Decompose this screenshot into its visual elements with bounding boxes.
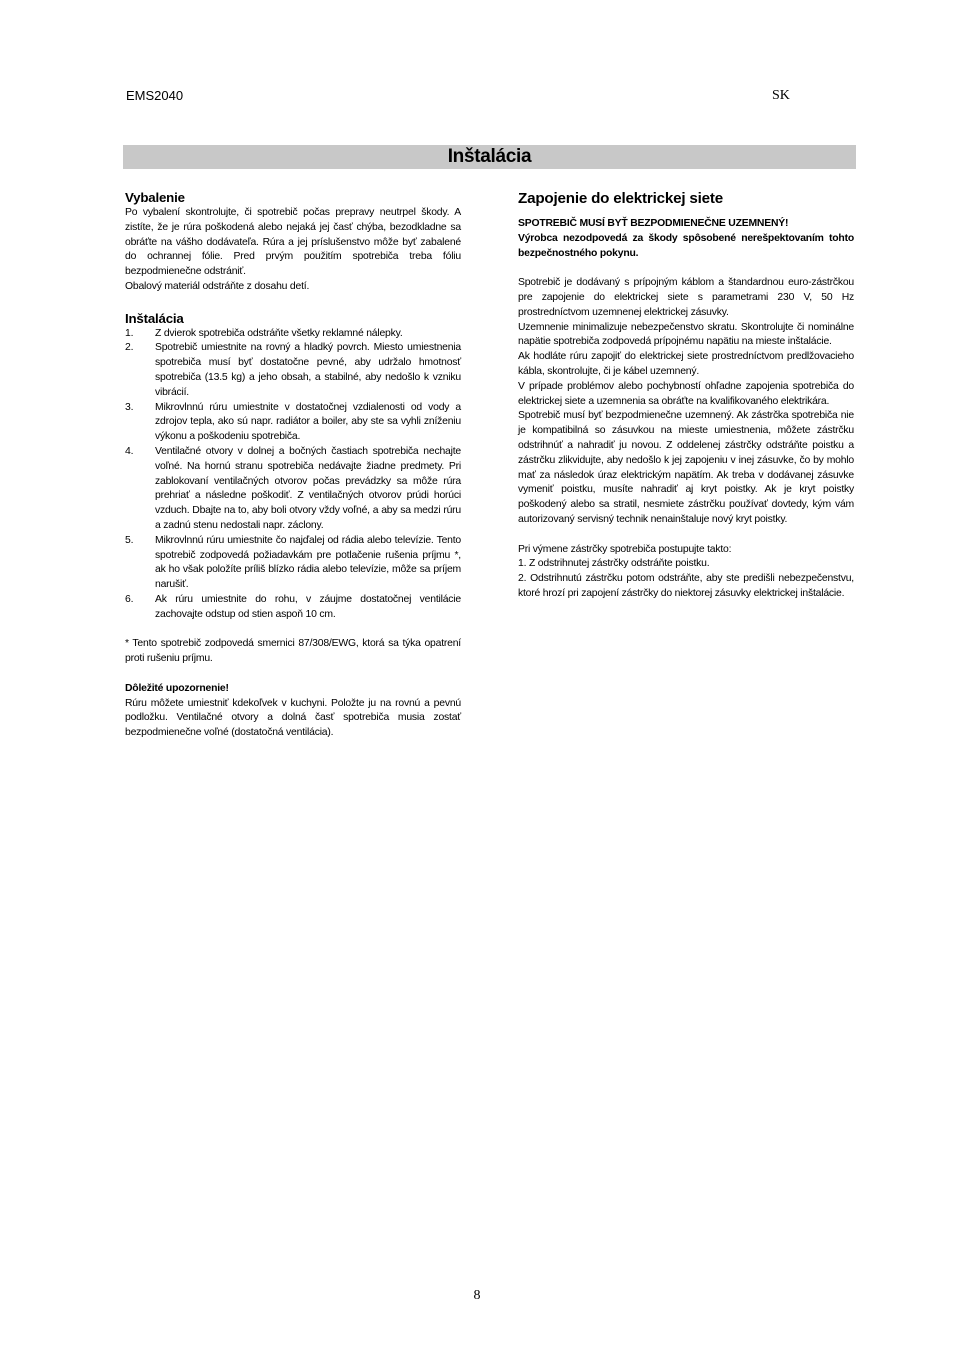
installation-steps <box>125 327 461 623</box>
step-text: Spotrebič umiestnite na rovný a hladký povrch. Miesto umiestnenia spotrebiča musí byť dostatočne pevné, aby udržalo hmotnosť spotrebiča (13.5 kg) a jeho obsah, a stabilné, aby nedošlo k vzniku vibrácií. <box>155 342 461 398</box>
step-text: Ak rúru umiestnite do rohu, v záujme dostatočnej ventilácie zachovajte odstup od stien aspoň 10 cm. <box>155 593 461 620</box>
installation-step <box>125 593 461 623</box>
spacer <box>125 623 461 638</box>
step-number: 1. <box>125 327 134 339</box>
electrical-paragraph: Spotrebič musí byť bezpodmienečne uzemnený. Ak zástrčka spotrebiča nie je kompatibilná so zásuvkou na mieste umiestnenia, môžete zástrčku odstrihnúť a nahradiť ju novou. Z oddelenej zástrčky odstráňte poistku a zástrčku zlikvidujte, aby nedošlo k jej zapojeniu v inej zásuvke, čo by mohlo mať za následok úraz elektrickým napätím. Ak treba v dodávanej zásuvke vymeniť poistku, musíte nahradiť aj kryt poistky. Ak je kryt poistky poškodený alebo sa stratil, nesmiete zástrčku používať dovtedy, kým vám autorizovaný servisný technik nenainštaluje nový kryt poistky. <box>518 410 854 525</box>
notice-text: Rúru môžete umiestniť kdekoľvek v kuchyni. Položte ju na rovnú a pevnú podložku. Ventilačné otvory a dolná časť spotrebiča musia zostať bezpodmienečne voľné (dostatočná ventilácia). <box>125 697 461 739</box>
electrical-paragraph: V prípade problémov alebo pochybností ohľadne zapojenia spotrebiča do elektrickej siete a uzemnenia sa obráťte na kvalifikovaného elektrikára. <box>518 380 854 407</box>
page-number: 8 <box>473 1288 481 1303</box>
step-number: 4. <box>125 445 134 457</box>
unpacking-paragraph: Po vybalení skontrolujte, či spotrebič počas prepravy neutrpel škody. A zistíte, že je rúra poškodená alebo nejaká jej časť chýba, bezodkladne sa obráťte na vášho dodávateľa. Rúra a jej príslušenstvo môže byť zabalené do ochrannej fólie. Pred prvým použitím spotrebiča treba fóliu bezpodmienečne odstrániť. <box>125 207 461 278</box>
step-number: 6. <box>125 593 134 605</box>
unpacking-paragraph: Obalový materiál odstráňte z dosahu detí. <box>125 280 310 292</box>
electrical-paragraph: Ak hodláte rúru zapojiť do elektrickej siete prostredníctvom predlžovacieho kábla, skontrolujte, či je kábel uzemnený. <box>518 351 854 377</box>
spacer <box>125 295 461 310</box>
step-number: 5. <box>125 534 134 546</box>
plug-step: 2. Odstrihnutú zástrčku potom odstráňte, aby ste predišli nebezpečenstvu, ktoré hrozí pri zapojení zástrčky do niektorej zásuvky elektrickej inštalácie. <box>518 573 854 599</box>
electrical-heading: Zapojenie do elektrickej siete <box>518 190 724 207</box>
installation-step <box>125 401 461 445</box>
step-number: 2. <box>125 342 134 354</box>
plug-intro: Pri výmene zástrčky spotrebiča postupujte takto: <box>518 543 732 555</box>
plug-step: 1. Z odstrihnutej zástrčky odstráňte poistku. <box>518 558 710 570</box>
step-number: 3. <box>125 401 134 413</box>
section-title-bar <box>123 145 856 169</box>
footnote: * Tento spotrebič zodpovedá smernici 87/308/EWG, ktorá sa týka opatrení proti rušeniu príjmu. <box>125 638 461 665</box>
installation-step <box>125 341 461 400</box>
spacer <box>518 528 854 543</box>
spacer <box>518 261 854 276</box>
grounding-warning: SPOTREBIČ MUSÍ BYŤ BEZPODMIENEČNE UZEMNENÝ! <box>518 218 789 229</box>
installation-heading: Inštalácia <box>125 310 184 326</box>
installation-step <box>125 534 461 593</box>
unpacking-heading: Vybalenie <box>125 190 185 205</box>
step-text: Mikrovlnnú rúru umiestnite v dostatočnej vzdialenosti od vody a zdrojov tepla, ako sú napr. radiátor a boiler, aby ste sa vyhli zníženiu výkonu a poškodeniu spotrebiča. <box>155 401 461 443</box>
step-text: Mikrovlnnú rúru umiestnite čo najďalej od rádia alebo televízie. Tento spotrebič zodpovedá požiadavkám pre potlačenie rušenia príjmu *, ak ho však položíte príliš blízko rádia alebo televízie, môže sa príjem narušiť. <box>155 534 461 591</box>
language-code: SK <box>772 88 790 103</box>
electrical-paragraph: Spotrebič je dodávaný s prípojným káblom a štandardnou euro-zástrčkou pre zapojenie do elektrickej siete s parametrami 230 V, 50 Hz prostredníctvom uzemnenej elektrickej zásuvky. <box>518 277 854 318</box>
spacer <box>518 209 854 217</box>
installation-step <box>125 445 461 534</box>
step-text: Z dvierok spotrebiča odstráňte všetky reklamné nálepky. <box>155 327 403 339</box>
model-number: EMS2040 <box>126 88 184 103</box>
page-title: Inštalácia <box>447 146 532 167</box>
liability-warning: Výrobca nezodpovedá za škody spôsobené nerešpektovaním tohto bezpečnostného pokynu. <box>518 232 854 259</box>
notice-heading: Dôležité upozornenie! <box>125 682 229 694</box>
spacer <box>125 667 461 682</box>
installation-step <box>125 327 461 342</box>
left-column <box>125 189 461 741</box>
electrical-paragraph: Uzemnenie minimalizuje nebezpečenstvo skratu. Skontrolujte či nominálne napätie spotrebiča zodpovedá prípojnému napätiu na mieste inštalácie. <box>518 321 854 348</box>
right-column <box>518 189 854 602</box>
step-text: Ventilačné otvory v dolnej a bočných častiach spotrebiča nechajte voľné. Na hornú stranu spotrebiča nedávajte žiadne predmety. Pri zablokovaní ventilačných otvorov počas prevádzky sa môže rúra prehriať a následne poškodiť. Z ventilačných otvorov prúdi horúci vzduch. Dbajte na to, aby boli otvory vždy voľné, a aby sa medzi rúru a zadnú stenu nedostali napr. záclony. <box>155 445 461 531</box>
